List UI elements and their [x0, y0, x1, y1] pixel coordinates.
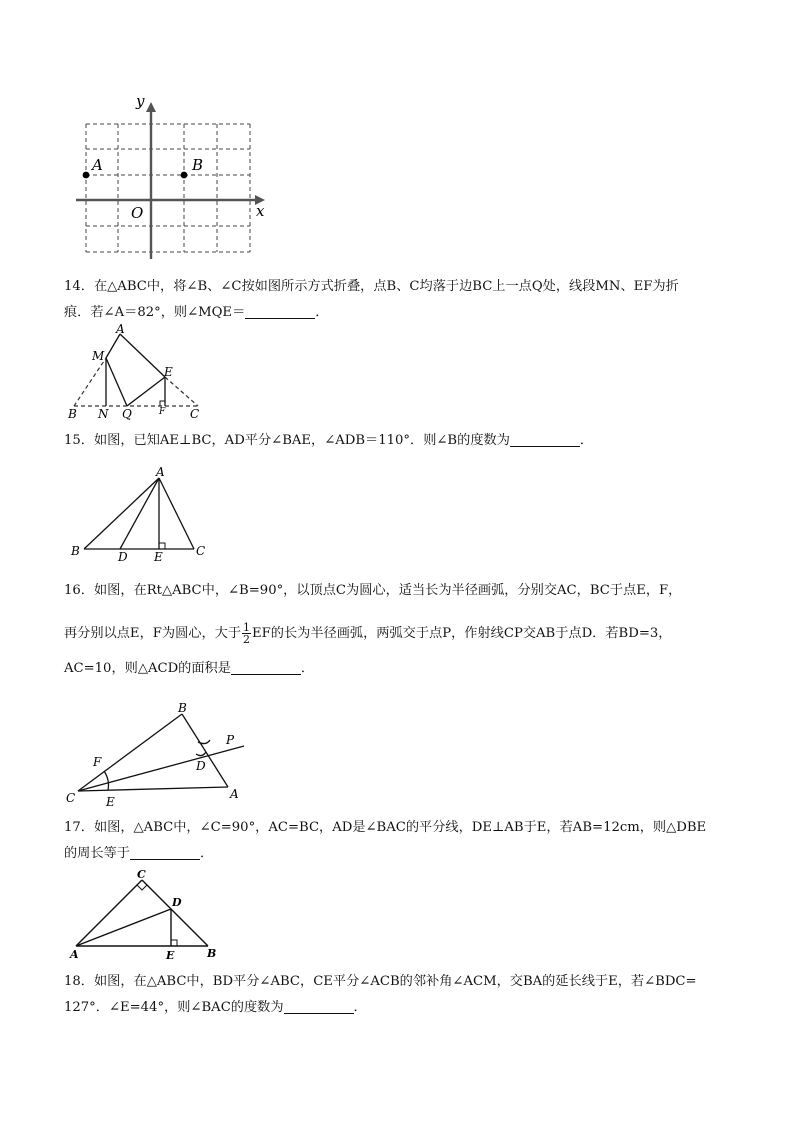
- q16-label-f: F: [93, 755, 102, 769]
- q15-triangle-figure: [60, 462, 220, 562]
- q14-label-m: M: [92, 349, 105, 363]
- q17-label-a: A: [70, 948, 79, 961]
- question-14: [64, 274, 740, 326]
- q14-line2: 痕．若∠A＝82°，则∠MQE＝: [64, 305, 246, 320]
- q14-label-c: C: [190, 407, 200, 421]
- q18-line1: 18．如图，在△ABC中，BD平分∠ABC，CE平分∠ACB的邻补角∠ACM，交BA的延长线于E，若∠BDC=: [64, 974, 697, 989]
- q17-label-b: B: [207, 947, 217, 960]
- question-18: [64, 969, 740, 1021]
- q14-label-a: A: [116, 322, 125, 336]
- q16-answer-blank: [231, 659, 301, 675]
- q16-label-a: A: [230, 787, 239, 801]
- q16-label-c: C: [66, 791, 76, 805]
- q18-line2: 127°．∠E=44°，则∠BAC的度数为: [64, 1000, 284, 1015]
- q14-label-n: N: [98, 407, 109, 421]
- question-17: [64, 815, 740, 867]
- label-a: A: [92, 156, 103, 174]
- label-b: B: [192, 156, 204, 174]
- q14-label-f: F: [159, 407, 166, 417]
- label-y: y: [136, 92, 145, 110]
- q15-answer-blank: [510, 431, 580, 447]
- q16-label-d: D: [196, 759, 206, 773]
- q16-line2-pre: 再分别以点E，F为圆心，大于: [64, 626, 242, 641]
- point-a: [83, 172, 90, 179]
- q17-triangle-figure: [62, 866, 232, 966]
- q18-answer-blank: [284, 998, 354, 1014]
- q16-line3: AC=10，则△ACD的面积是: [64, 661, 231, 676]
- coordinate-grid-figure: [72, 92, 272, 262]
- q15-label-a: A: [156, 465, 165, 479]
- q15-line1-end: ．: [579, 433, 594, 448]
- label-o: O: [131, 204, 144, 222]
- q16-construction-figure: [60, 700, 250, 810]
- q18-line2-end: ．: [353, 1000, 367, 1015]
- q15-label-b: B: [71, 544, 80, 558]
- q16-label-e: E: [106, 795, 115, 809]
- q16-label-b: B: [178, 701, 187, 715]
- frac-numerator: 1: [243, 621, 251, 634]
- q15-label-e: E: [154, 550, 163, 562]
- q14-fold-figure: [60, 322, 210, 422]
- q15-line1: 15．如图，已知AE⊥BC，AD平分∠BAE，∠ADB＝110°．则∠B的度数为: [64, 433, 510, 448]
- q16-line2-post: EF的长为半径画弧，两弧交于点P，作射线CP交AB于点D．若BD=3，: [252, 626, 672, 641]
- question-15: [64, 428, 740, 454]
- q14-line1: 14．在△ABC中，将∠B、∠C按如图所示方式折叠，点B、C均落于边BC上一点Q处，线段MN、EF为折: [64, 279, 679, 294]
- q14-label-e: E: [164, 365, 173, 379]
- fraction-one-half: [242, 622, 251, 645]
- label-x: x: [256, 202, 265, 220]
- q15-label-d: D: [118, 550, 128, 562]
- q17-line1: 17．如图，△ABC中，∠C=90°，AC=BC，AD是∠BAC的平分线，DE⊥AB于E，若AB=12cm，则△DBE: [64, 820, 707, 835]
- q17-line2: 的周长等于: [64, 846, 130, 861]
- q16-label-p: P: [226, 733, 235, 747]
- q17-answer-blank: [130, 844, 200, 860]
- q14-line2-end: ．: [315, 305, 329, 320]
- q14-label-q: Q: [122, 407, 132, 421]
- q14-answer-blank: [245, 303, 315, 319]
- point-b: [181, 172, 188, 179]
- q16-line1: 16．如图，在Rt△ABC中，∠B=90°，以顶点C为圆心，适当长为半径画弧，分别交AC，BC于点E，F，: [64, 583, 682, 598]
- q16-line3-end: ．: [300, 661, 315, 676]
- frac-denominator: 2: [243, 633, 251, 646]
- q15-label-c: C: [196, 544, 206, 558]
- q17-label-c: C: [137, 868, 146, 881]
- question-16: [64, 578, 740, 682]
- q17-label-e: E: [166, 949, 175, 962]
- q14-label-b: B: [68, 407, 77, 421]
- q17-label-d: D: [172, 896, 182, 909]
- q17-line2-end: ．: [199, 846, 214, 861]
